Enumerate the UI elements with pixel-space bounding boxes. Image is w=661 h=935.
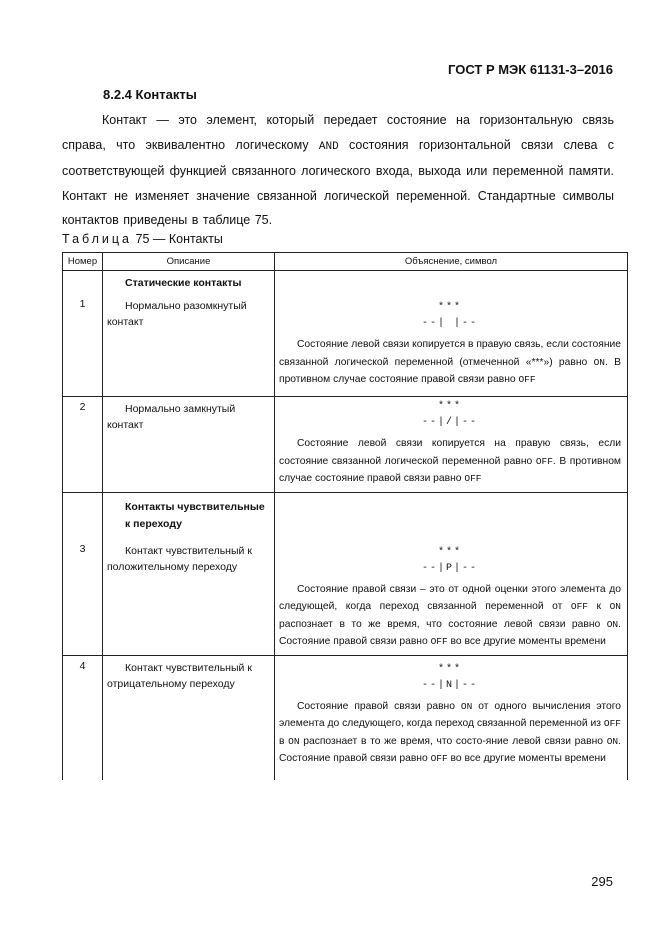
code: OFF [570, 601, 589, 612]
contact-symbol: --|P|-- [421, 562, 478, 574]
row-number: 2 [63, 397, 103, 493]
row-number: 1 [63, 294, 103, 397]
text: распознает в то же время, что состояние левой связи равно [279, 618, 607, 630]
text: . Состояние правой связи равно [279, 618, 621, 647]
code: OFF [430, 636, 448, 647]
code: ON [609, 601, 621, 612]
text: от одного вычисления этого элемента до следующего, когда переход связанной переменной из [279, 700, 621, 729]
row-explanation [275, 539, 628, 656]
intro-text-2: состояния горизонтальной связи слева с соответствующей функцией связанного логического входа, выхода или переменной памяти. Контакт не изменяет значение связанной логической переменной. Стандартные символы контактов приведены в таблице 75. [62, 137, 614, 227]
row-explanation-text [279, 435, 621, 488]
contact-symbol-top: *** [437, 302, 462, 313]
header-number: Номер [63, 253, 103, 271]
contact-symbol-top: *** [437, 401, 462, 412]
intro-text-1: Контакт — это элемент, который передает состояние на горизонтальную связь справа, что эквивалентно логическому [62, 113, 614, 152]
text: во все другие моменты времени [447, 753, 606, 764]
row-description [103, 539, 275, 656]
group-explanation-cell [275, 271, 628, 295]
row-description [103, 655, 275, 780]
code: OFF [518, 374, 536, 385]
text: . В противном случае состояние правой связи равно [279, 455, 621, 484]
contact-symbol-top: *** [437, 546, 462, 558]
header-description: Описание [103, 253, 275, 271]
table-header-row [63, 253, 628, 271]
row-explanation [275, 294, 628, 397]
row-description-text: Контакт чувствительный к отрицательному переходу [107, 661, 252, 690]
page-number: 295 [591, 874, 613, 889]
section-heading: 8.2.4 Контакты [103, 87, 197, 102]
code: OFF [464, 473, 482, 484]
row-explanation [275, 397, 628, 493]
table-caption-word: Таблица [62, 232, 133, 246]
text: в [279, 735, 289, 747]
table-row [63, 655, 628, 780]
text: к [588, 601, 610, 612]
row-number: 3 [63, 539, 103, 656]
table-caption-title: 75 — Контакты [132, 232, 223, 246]
contacts-table [62, 252, 628, 780]
row-description-text: Нормально разомкнутый контакт [107, 300, 247, 328]
code: ON [606, 735, 619, 747]
row-explanation-text [279, 336, 621, 389]
code: OFF [430, 753, 448, 764]
text: Состояние левой связи копируется на правую связь, если состояние связанной логической переменной равно [279, 438, 621, 467]
row-description [103, 397, 275, 493]
group-number-cell [63, 492, 103, 539]
code: OFF [603, 718, 621, 729]
group-heading-transition: Контакты чувствительные к переходу [103, 492, 275, 539]
text: Состояние левой связи копируется в правую связь, если состояние связанной логической переменной (отмеченной «***») равно [279, 339, 621, 368]
text: . Состояние правой связи равно [279, 735, 621, 764]
code: ON [288, 735, 300, 747]
row-explanation-text [279, 698, 621, 768]
table-row [63, 397, 628, 493]
code: ON [593, 356, 605, 368]
table-row [63, 539, 628, 656]
group-row-static [63, 271, 628, 295]
group-explanation-cell [275, 492, 628, 539]
row-number: 4 [63, 655, 103, 780]
contact-symbol-top: *** [437, 663, 462, 675]
code: ON [606, 618, 619, 630]
and-keyword: AND [318, 140, 339, 153]
text: Состояние правой связи равно [297, 700, 461, 712]
text: . В противном случае состояние правой связи равно [279, 356, 621, 385]
group-row-transition [63, 492, 628, 539]
text: распознает в то же время, что состо-яние левой связи равно [299, 735, 607, 747]
contact-symbol: --|/|-- [421, 417, 478, 428]
code: ON [460, 700, 473, 712]
code: OFF [535, 455, 553, 467]
row-explanation [275, 655, 628, 780]
intro-paragraph [62, 108, 614, 233]
row-description [103, 294, 275, 397]
header-explanation: Объяснение, символ [275, 253, 628, 271]
row-description-text: Контакт чувствительный к положительному переходу [107, 544, 252, 573]
group-heading-static: Статические контакты [103, 271, 275, 295]
standard-designation: ГОСТ Р МЭК 61131-3–2016 [448, 62, 613, 77]
contact-symbol: --| |-- [421, 318, 478, 329]
group-number-cell [63, 271, 103, 295]
row-description-text: Нормально замкнутый контакт [107, 403, 236, 431]
contact-symbol: --|N|-- [421, 679, 478, 691]
text: Состояние правой связи – это от одной оценки этого элемента до следующей, когда переход связанной переменной от [279, 583, 621, 612]
row-explanation-text [279, 581, 621, 651]
table-row [63, 294, 628, 397]
text: во все другие моменты времени [447, 636, 606, 647]
table-caption [62, 232, 223, 246]
